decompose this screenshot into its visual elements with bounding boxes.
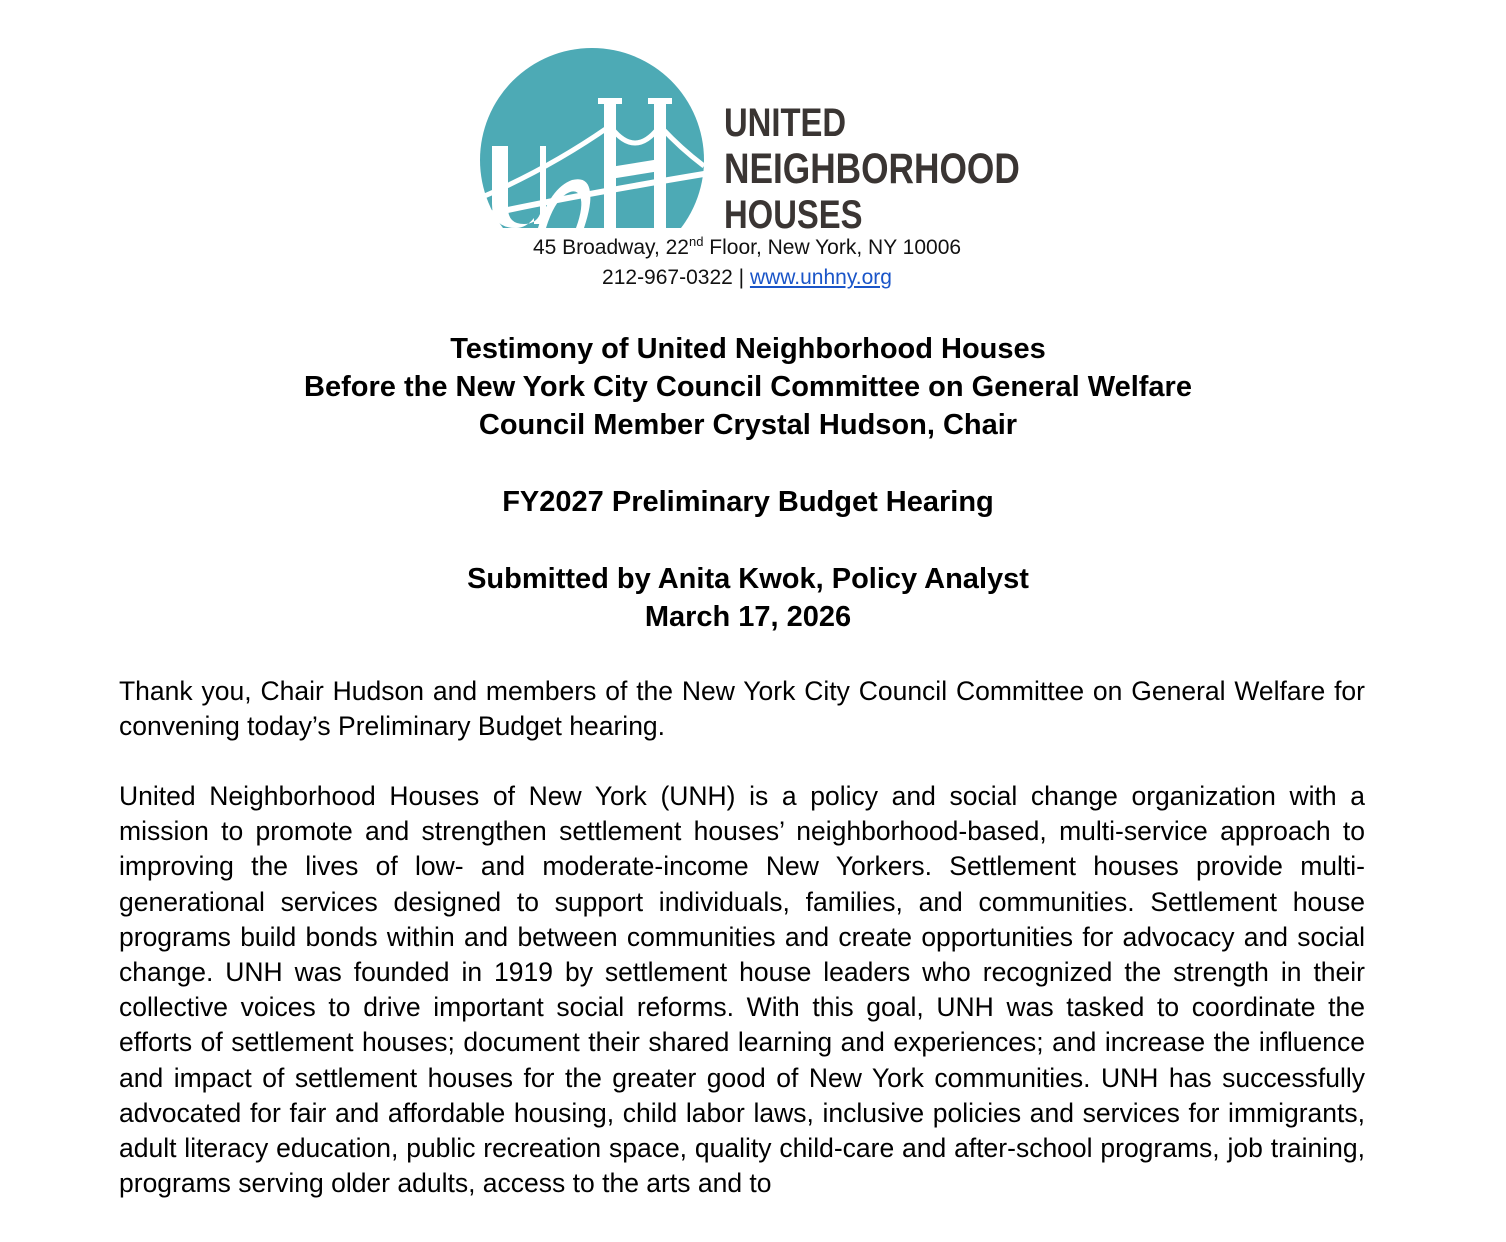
contact-line [0, 266, 1494, 290]
submission-info [0, 560, 1496, 636]
heading-line-3: Council Member Crystal Hudson, Chair [478, 409, 1018, 441]
hearing-name: FY2027 Preliminary Budget Hearing [502, 486, 994, 518]
heading-line-1: Testimony of United Neighborhood Houses [450, 333, 1046, 365]
intro-paragraph: Thank you, Chair Hudson and members of the New York City Council Committee on General Welfare for convening today’s Preliminary Budget hearing. [119, 676, 1365, 742]
submission-date: March 17, 2026 [644, 601, 852, 633]
street-address [0, 236, 1494, 260]
heading-line-2: Before the New York City Council Committee on General Welfare [304, 371, 1192, 403]
street-superscript: nd [688, 234, 704, 249]
logo-name-line-1: UNITED [724, 101, 847, 145]
logo-name-line-3: HOUSES [724, 193, 863, 237]
hearing-title [0, 483, 1496, 521]
unh-logo [480, 48, 1040, 237]
submitted-by: Submitted by Anita Kwok, Policy Analyst [467, 563, 1029, 595]
street-suffix: Floor, New York, NY 10006 [703, 236, 962, 259]
phone-number: 212-967-0322 | [602, 266, 750, 289]
website-link[interactable]: www.unhny.org [749, 266, 892, 289]
organization-name [724, 100, 1020, 238]
street-prefix: 45 Broadway, 22 [532, 236, 689, 259]
unh-logo-mark-icon [480, 48, 704, 230]
logo-name-line-2: NEIGHBORHOOD [724, 145, 1020, 193]
about-unh-paragraph: United Neighborhood Houses of New York (UNH) is a policy and social change organization with a mission to promote and strengthen settlement houses’ neighborhood-based, multi-service approach to improving the lives of low- and moderate-income New Yorkers. Settlement houses provide multi-generational services designed to support individuals, families, and communities. Settlement house programs build bonds within and between communities and create opportunities for advocacy and social change. UNH was founded in 1919 by settlement house leaders who recognized the strength in their collective voices to drive important social reforms. With this goal, UNH was tasked to coordinate the efforts of settlement houses; document their shared learning and experiences; and increase the influence and impact of settlement houses for the greater good of New York communities. UNH has successfully advocated for fair and affordable housing, child labor laws, inclusive policies and services for immigrants, adult literacy education, public recreation space, quality child-care and after-school programs, job training, programs serving older adults, access to the arts and to [119, 781, 1365, 1199]
testimony-heading [0, 330, 1496, 444]
